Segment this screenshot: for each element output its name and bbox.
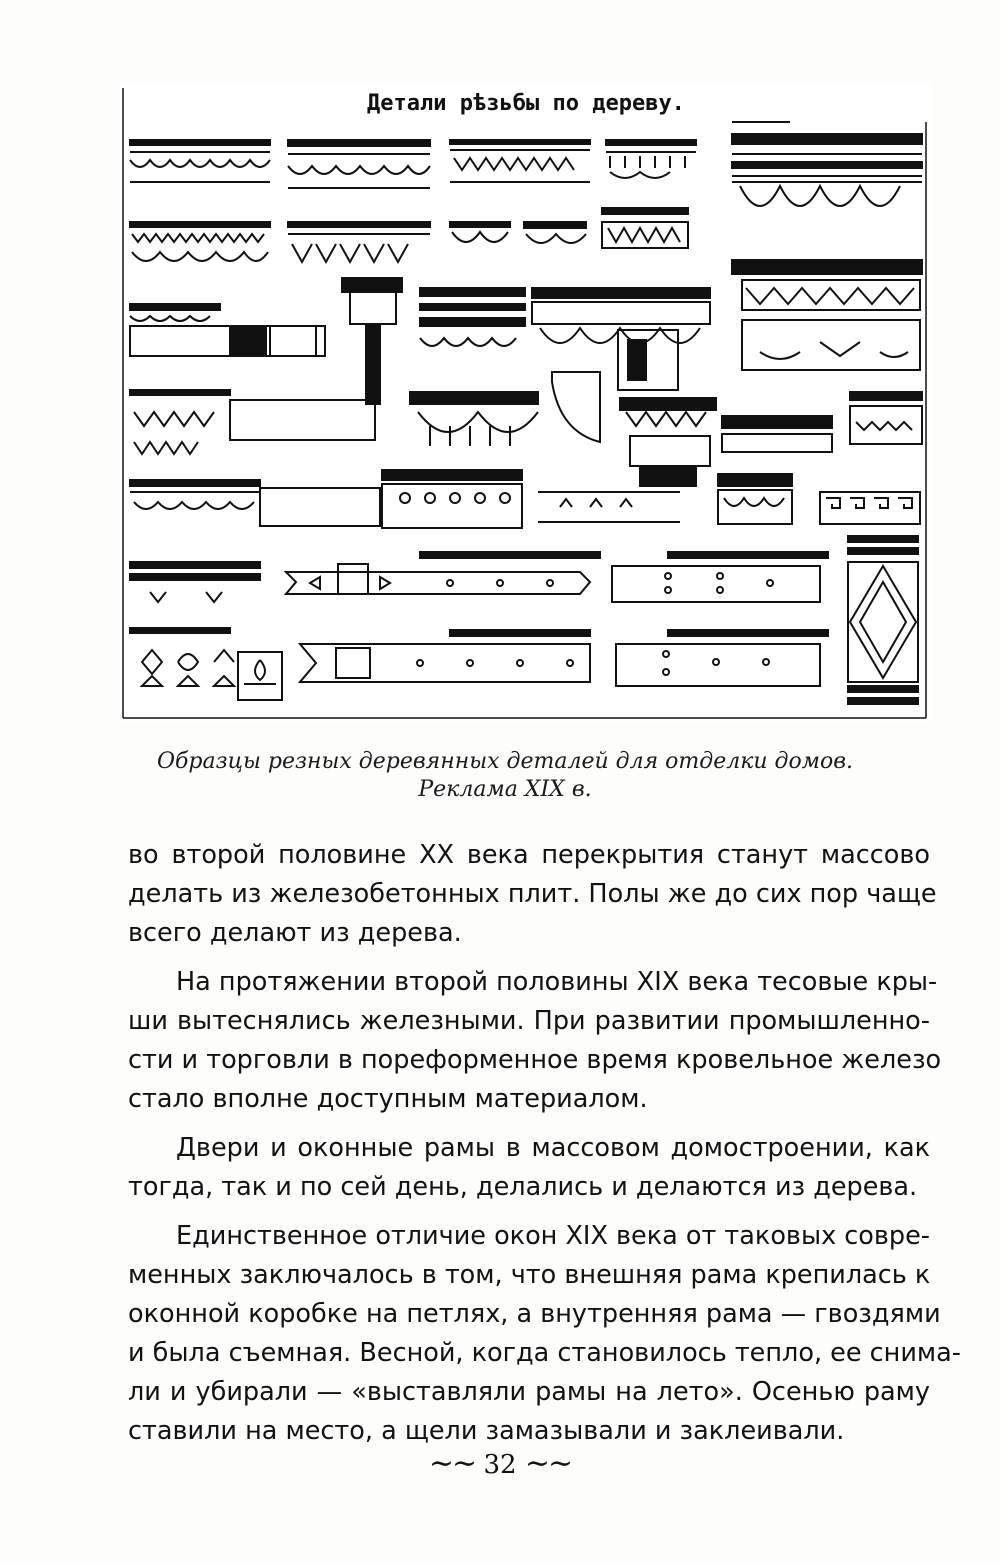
- carving-sample-18: [238, 652, 282, 700]
- carving-sample-12: [850, 392, 922, 444]
- cornice-sample-1: [732, 122, 922, 206]
- text-line: делать из железобетонных плит. Полы же до сих пор чаще: [128, 879, 937, 909]
- caption-line-1: Образцы резных деревянных деталей для отделки домов.: [156, 749, 854, 774]
- column-capital: [620, 398, 716, 486]
- lattice-panel: [848, 536, 918, 704]
- text-line: ставили на место, а щели замазывали и заклеивали.: [128, 1416, 845, 1446]
- carving-sample-15: [538, 492, 680, 522]
- bracket-sample-2: [552, 372, 600, 442]
- text-line: всего делают из дерева.: [128, 918, 462, 948]
- text-line: Двери и оконные рамы в массовом домостроении, как: [176, 1133, 930, 1163]
- text-line: оконной коробке на петлях, а внутренняя рама — гвоздями: [128, 1299, 941, 1329]
- woodcarving-illustration: [120, 82, 932, 722]
- figure-caption: [100, 748, 910, 804]
- paragraph-1: [128, 836, 937, 953]
- text-line: менных заключалось в том, что внешняя рама крепилась к: [128, 1260, 931, 1290]
- board-sample-4: [616, 630, 828, 686]
- board-sample-2: [612, 552, 828, 602]
- cornice-sample-2: [532, 288, 710, 390]
- carving-sample-7: [450, 222, 586, 243]
- board-sample-1: [286, 552, 600, 594]
- carving-sample-9: [130, 304, 325, 356]
- cornice-sample-6: [718, 474, 792, 524]
- carving-sample-8: [602, 208, 688, 248]
- paragraph-4: [128, 1217, 961, 1451]
- illustration-svg: [120, 82, 932, 722]
- carving-sample-1: [130, 140, 270, 182]
- text-line: сти и торговли в пореформенное время кровельное железо: [128, 1045, 942, 1075]
- carving-sample-5: [130, 222, 270, 261]
- page-number-value: 32: [483, 1450, 517, 1480]
- cornice-sample-4: [410, 392, 538, 446]
- carving-sample-10: [420, 288, 525, 346]
- text-line: ли и убирали — «выставляли рамы на лето». Осенью раму: [128, 1377, 930, 1407]
- carving-sample-13: [130, 480, 380, 526]
- text-line: во второй половине XX века перекрытия станут массово: [128, 840, 930, 870]
- carving-sample-4: [606, 140, 696, 178]
- text-line: тогда, так и по сей день, делались и делаются из дерева.: [128, 1172, 918, 1202]
- page-number: [0, 1446, 1000, 1481]
- caption-line-2: Реклама XIX в.: [418, 777, 592, 802]
- ornament-right-icon: ∼∼: [524, 1446, 572, 1481]
- board-sample-3: [300, 630, 590, 682]
- illustration-title: Детали рѣзьбы по дереву.: [367, 91, 685, 116]
- carving-sample-6: [288, 222, 430, 262]
- paragraph-3: [128, 1129, 930, 1207]
- text-line: ши вытеснялись железными. При развитии промышленно-: [128, 1006, 930, 1036]
- carving-sample-17: [130, 628, 234, 686]
- cornice-sample-3: [732, 260, 922, 370]
- text-line: и была съемная. Весной, когда становилось тепло, ее снима-: [128, 1338, 961, 1368]
- paragraph-2: [128, 963, 942, 1119]
- carving-sample-11: [130, 390, 375, 454]
- text-line: стало вполне доступным материалом.: [128, 1084, 648, 1114]
- carving-sample-14: [382, 470, 522, 528]
- text-line: Единственное отличие окон XIX века от таковых совре-: [176, 1221, 931, 1251]
- body-text: [128, 836, 961, 1461]
- cornice-sample-5: [722, 416, 832, 452]
- text-line: На протяжении второй половины XIX века тесовые кры-: [176, 967, 938, 997]
- bracket-sample-1: [342, 278, 402, 404]
- carving-sample-3: [450, 140, 590, 182]
- carving-sample-16: [130, 562, 260, 602]
- fret-sample: [820, 492, 920, 524]
- carving-sample-2: [288, 140, 430, 188]
- ornament-left-icon: ∼∼: [428, 1446, 476, 1481]
